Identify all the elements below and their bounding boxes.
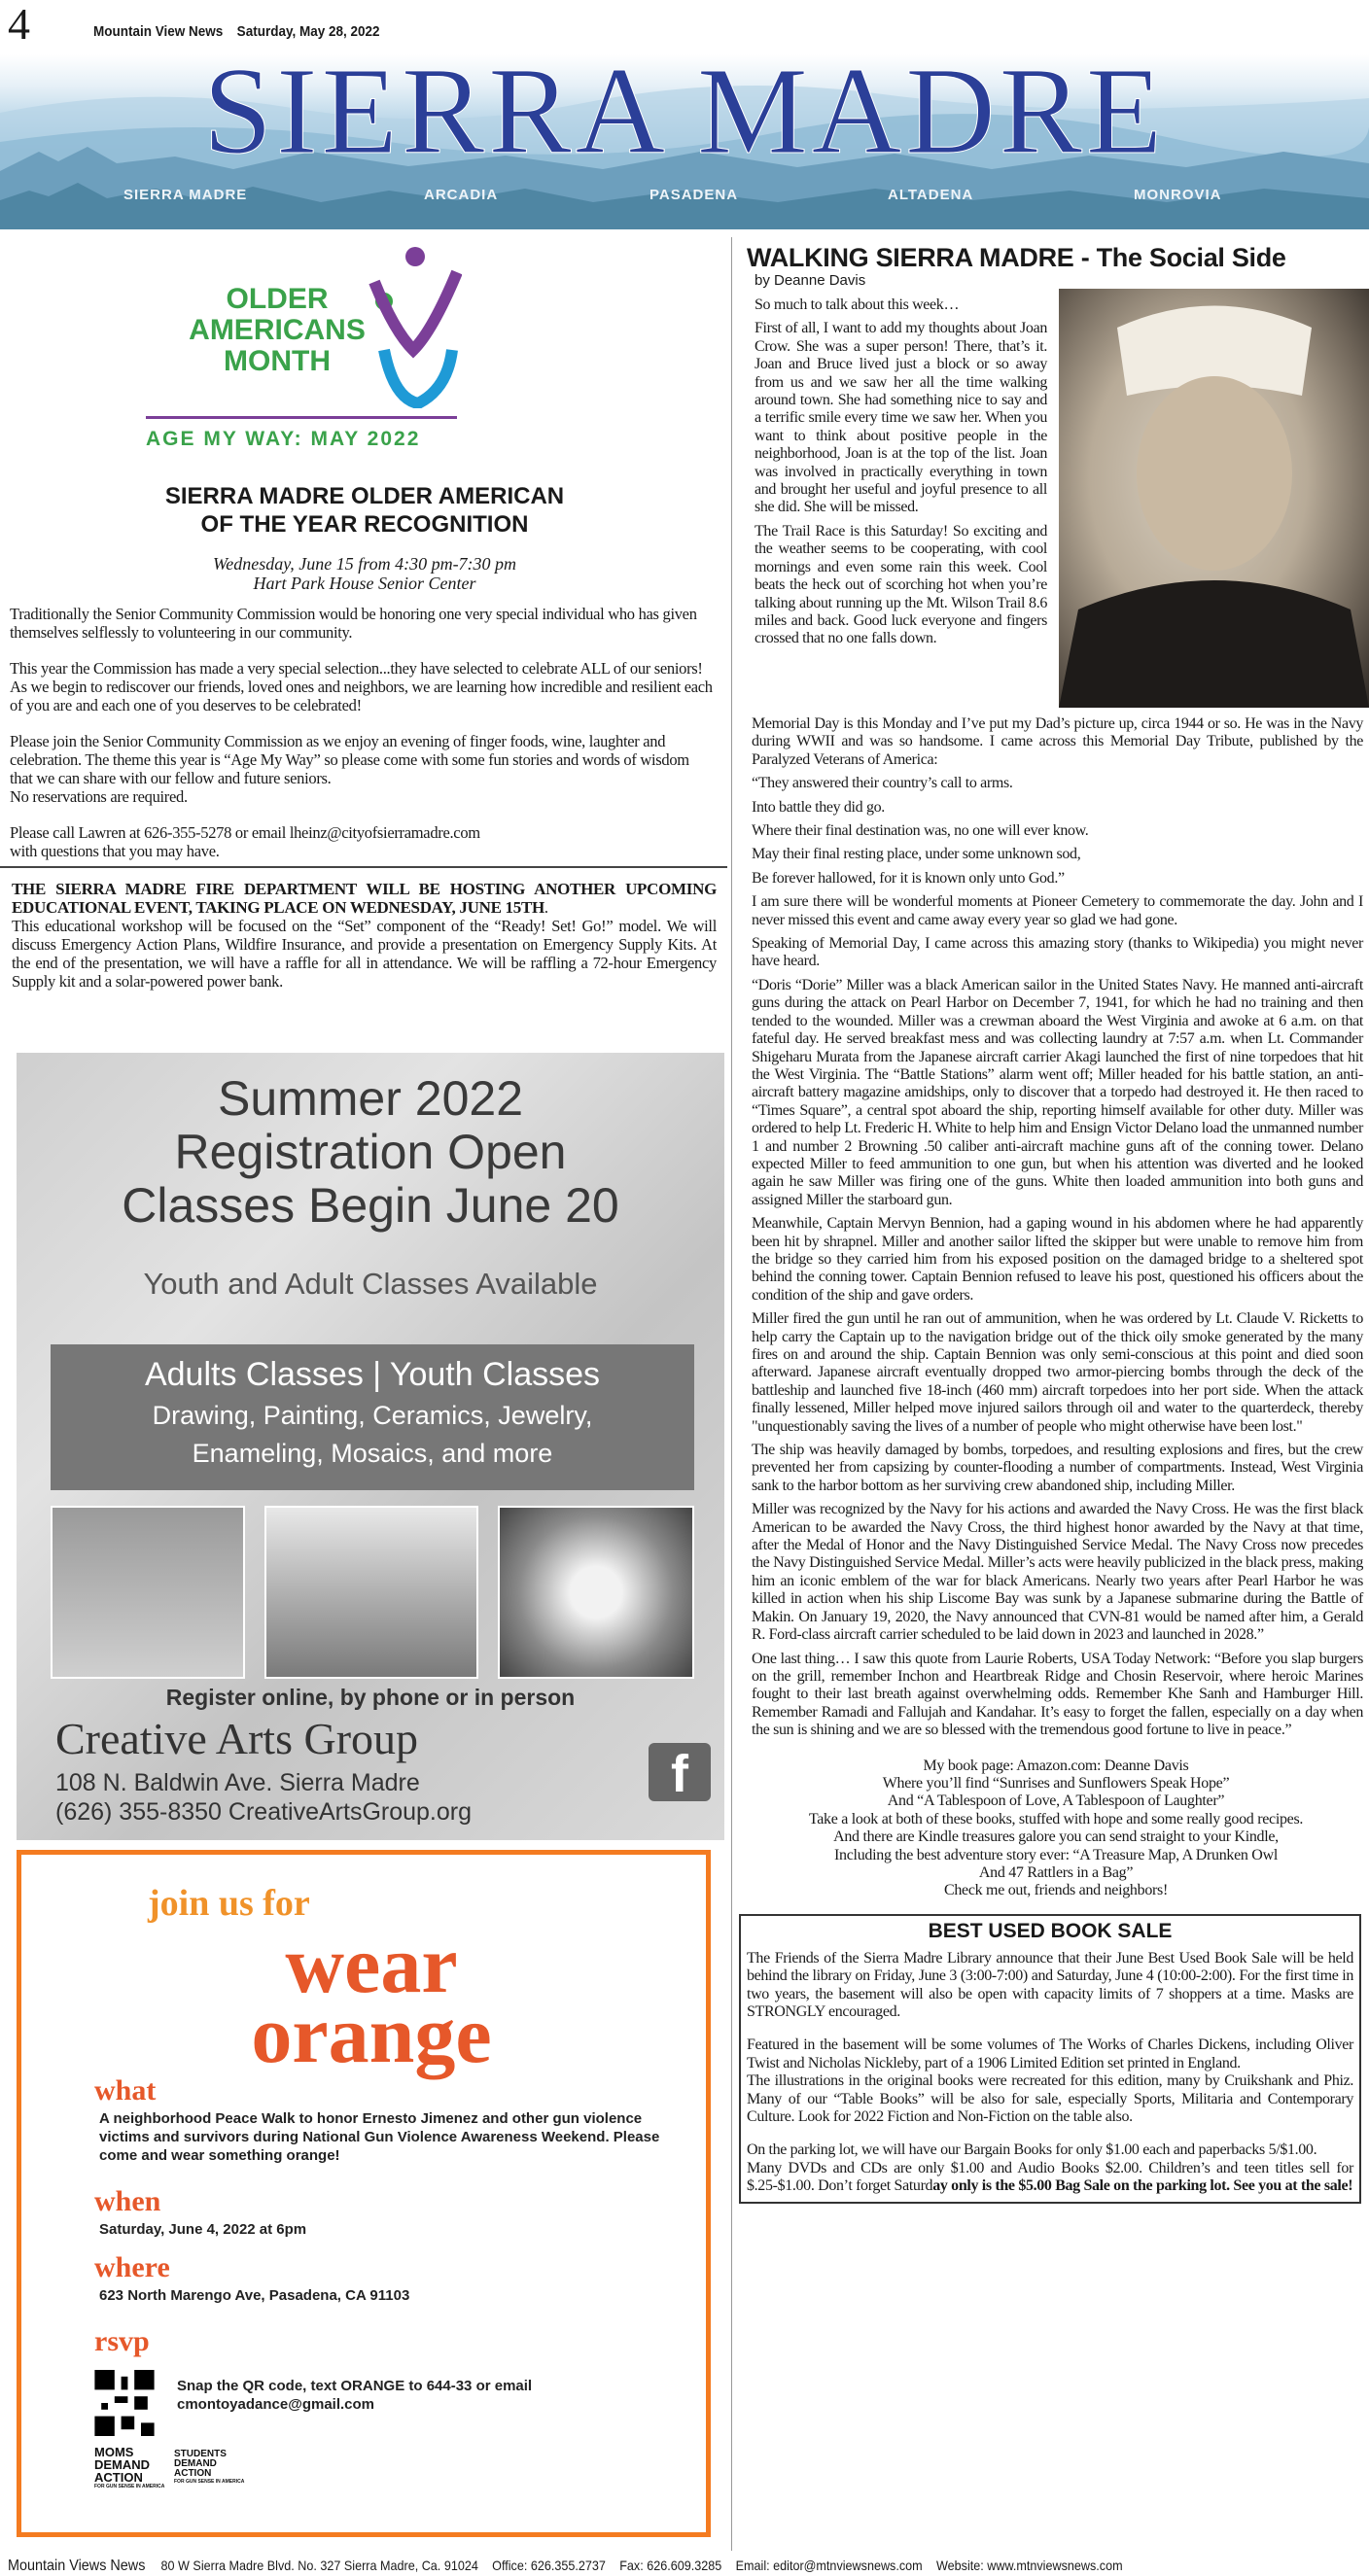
older-americans-month-logo xyxy=(141,243,472,476)
book-line: And “A Tablespoon of Love, A Tablespoon of Laughter” xyxy=(887,1793,1225,1810)
ad-contact: 108 N. Baldwin Ave. Sierra Madre (626) 355-8350 CreativeArtsGroup.org xyxy=(55,1769,473,1826)
paragraph: Meanwhile, Captain Mervyn Bennion, had a gaping wound in his abdomen where he had apparently been hit by shrapnel. Miller and another sailor lifted the skipper but were unable to remove him from the bridge so they carried him from his exposed position on the damaged bridge to a sheltered spot behind the conning tower. Captain Bennion refused to leave his post, questioned his officers about the condition of the ship and gave orders. xyxy=(752,1215,1363,1304)
paragraph: So much to talk about this week… xyxy=(755,296,960,313)
paragraph: Speaking of Memorial Day, I came across this amazing story (thanks to Wikipedia) you might never have heard. xyxy=(752,935,1363,970)
masthead-line xyxy=(93,23,394,40)
byline: by Deanne Davis xyxy=(755,272,866,289)
paragraph: The ship was heavily damaged by bombs, torpedoes, and resulting explosions and fires, but the crew prevented her from capsizing by counter-flooding a number of compartments. Instead, West Virginia sank to the harbor bottom as her surviving crew abandoned ship, including Miller. xyxy=(752,1442,1363,1494)
fire-dept-article: THE SIERRA MADRE FIRE DEPARTMENT WILL BE HOSTING ANOTHER UPCOMING EDUCATIONAL EVENT, TAKING PLACE ON WEDNESDAY, JUNE 15TH. This educational workshop will be focused on the “Set” component of the “Ready! Set! Go!” model. We will discuss Emergency Action Plans, Wildfire Insurance, and provide a presentation on Emergency Supply Kits. At the end of the presentation, we will have a raffle for all in attendance. We will be raffling a 72-hour Emergency Supply kit and a solar-powered power bank. xyxy=(12,880,717,991)
poem-line: Be forever hallowed, for it is known only unto God.” xyxy=(752,869,1065,887)
fire-headline: THE SIERRA MADRE FIRE DEPARTMENT WILL BE HOSTING ANOTHER UPCOMING EDUCATIONAL EVENT, TAKING PLACE ON WEDNESDAY, JUNE 15TH xyxy=(12,880,717,917)
classes-box xyxy=(51,1344,694,1490)
page-footer xyxy=(8,2557,1233,2575)
where-label: where xyxy=(94,2251,170,2283)
sailor-silhouette xyxy=(1059,289,1369,708)
oam-event-details: Wednesday, June 15 from 4:30 pm-7:30 pm Hart Park House Senior Center xyxy=(212,554,517,593)
wear-orange-title: wear orange xyxy=(251,1920,492,2080)
bridge-painting-photo xyxy=(264,1506,478,1679)
poem-line: “They answered their country’s call to arms. xyxy=(752,775,1013,792)
column-divider xyxy=(731,237,732,2551)
ceramic-animal-photo xyxy=(51,1506,245,1679)
oam-heading: SIERRA MADRE OLDER AMERICAN OF THE YEAR RECOGNITION xyxy=(164,483,565,538)
town-label: PASADENA xyxy=(649,187,739,203)
paragraph: On the parking lot, we will have our Bargain Books for only $1.00 each and paperbacks 5/$1.00. xyxy=(747,2141,1317,2159)
paragraph: Miller was recognized by the Navy for his actions and awarded the Navy Cross. He was the first black American to be awarded the Navy Cross, the third highest honor awarded by the Navy at that time, after the Medal of Honor and the Navy Distinguished Service Medal. The Navy Cross now precedes the Navy Distinguished Service Medal. Miller’s acts were heavily publicized in the black press, making him an iconic emblem of the war for black Americans. Nearly two years after Pearl Harbor he was killed in action when his ship Liscome Bay was sunk by a Japanese submarine during the Battle of Makin. On January 19, 2020, the Navy announced that CVN-81 would be named after him, a Gerald R. Ford-class aircraft carrier scheduled to be laid down in 2023 and launched in 2028.” xyxy=(752,1501,1363,1644)
paragraph: The Friends of the Sierra Madre Library announce that their June Best Used Book Sale will be held behind the library on Friday, June 3 (3:00-7:00) and Saturday, June 4 (10:00-2:00). For the first time in two years, the basement will also be open with capacity limits of 7 shoppers at a time. Masks are STRONGLY encouraged. xyxy=(747,1949,1353,2020)
book-line: My book page: Amazon.com: Deanne Davis xyxy=(923,1757,1189,1774)
town-label: MONROVIA xyxy=(1134,187,1222,203)
pottery-photo xyxy=(498,1506,694,1679)
register-text: Register online, by phone or in person xyxy=(165,1685,576,1710)
book-sale-title: BEST USED BOOK SALE xyxy=(928,1919,1173,1942)
paragraph: Please join the Senior Community Commission as we enjoy an evening of finger foods, wine, laughter and celebration. The theme this year is “Age My Way” so please come with some fun stories and words of wisdom that we can share with our fellow and future seniors. xyxy=(10,732,689,787)
book-line: Check me out, friends and neighbors! xyxy=(943,1882,1169,1899)
fire-body: This educational workshop will be focused on the “Set” component of the “Ready! Set! Go!” model. We will discuss Emergency Action Plans, Wildfire Insurance, and provide a presentation on Emergency Supply Kits. At the end of the presentation, we will have a raffle for all in attendance. We will be raffling a 72-hour Emergency Supply kit and a solar-powered power bank. xyxy=(12,917,717,991)
book-promo xyxy=(747,1758,1365,1900)
oam-body xyxy=(10,605,715,860)
join-us-text: join us for xyxy=(148,1883,310,1924)
paragraph: Miller fired the gun until he ran out of ammunition, when he was ordered by Lt. Claude V. Ricketts to help carry the Captain up to the navigation bridge out of the thick oily smoke generated by the many fires on and around the ship. Captain Bennion was only semi-conscious at this point and died soon afterward. Japanese aircraft eventually dropped two armor-piercing bombs through the deck of the battleship and launched five 18-inch (460 mm) aircraft torpedoes into her port side. When the attack finally lessened, Miller helped move injured sailors through oil and water to the quarterdeck, thereby "unquestionably saving the lives of a number of people who might otherwise have been lost." xyxy=(752,1310,1363,1435)
paragraph: First of all, I want to add my thoughts about Joan Crow. She was a super person! There, that’s it. Joan and Bruce lived just a block or so away from us and we saw her all the time walking around town. She had something nice to say and a terrific smile every time we saw her. When you want to think about positive people in the neighborhood, Joan is at the top of the list. Joan was involved in practically everything in town and brought her useful and joyful presence to all she did. She will be missed. xyxy=(755,320,1047,516)
book-line: Take a look at both of these books, stuffed with hope and some really good recipes. xyxy=(808,1810,1304,1828)
footer-website[interactable]: Website: www.mtnviewsnews.com xyxy=(935,2558,1123,2573)
poem-line: Where their final destination was, no one will ever know. xyxy=(752,822,1089,840)
moms-demand-action-logo: MOMS DEMAND ACTION FOR GUN SENSE IN AMERICA xyxy=(94,2445,165,2489)
sailor-portrait-photo xyxy=(1059,289,1369,708)
poem-line: May their final resting place, under some unknown sod, xyxy=(752,846,1081,863)
article-body xyxy=(747,715,1365,1740)
footer-email[interactable]: Email: editor@mtnviewsnews.com xyxy=(735,2558,923,2573)
logo-text: OLDER AMERICANS MONTH xyxy=(189,283,366,377)
paragraph: “Doris “Dorie” Miller was a black American sailor in the United States Navy. He manned anti-aircraft guns during the attack on Pearl Harbor on December 7, 1941, for which he had no training and then tended to the wounded. Miller was a crewman aboard the West Virginia and awoke at 6 a.m. on that fateful day. He served breakfast mess and was collecting laundry at 7:57 a.m. when Lt. Commander Shigeharu Murata from the Japanese aircraft carrier Akagi launched the first of nine torpedoes that hit the West Virginia. The “Battle Stations” alarm went off; Miller headed for his battle station, an anti-aircraft battery magazine amidships, only to discover that a torpedo had destroyed it. He then raced to “Times Square”, a central spot aboard the ship, reporting himself available for other duty. Miller was ordered to help Lt. Frederic H. White to help him and Ensign Victor Delano load the unmanned number 1 and number 2 Browning .50 caliber anti-aircraft machine guns aft of the conning tower. Delano expected Miller to feed ammunition to one gun, but when his attention was diverted and he looked again he saw Miller was firing one of the guns. White then loaded ammunition into both guns and assigned Miller the starboard gun. xyxy=(752,976,1363,1208)
footer-office: Office: 626.355.2737 xyxy=(492,2558,606,2573)
facebook-icon[interactable]: f xyxy=(649,1743,711,1801)
rsvp-label: rsvp xyxy=(94,2325,150,2357)
students-demand-action-logo: STUDENTS DEMAND ACTION FOR GUN SENSE IN AMERICA xyxy=(174,2449,245,2485)
right-column xyxy=(747,243,1365,2204)
footer-fax: Fax: 626.609.3285 xyxy=(619,2558,722,2573)
creative-arts-group-ad xyxy=(17,1053,724,1840)
logo-tagline: AGE MY WAY: MAY 2022 xyxy=(146,428,421,450)
where-text: 623 North Marengo Ave, Pasadena, CA 91103 xyxy=(99,2287,410,2304)
section-divider xyxy=(0,866,727,868)
book-line: And there are Kindle treasures galore you can send straight to your Kindle, xyxy=(833,1828,1279,1846)
contact-line: with questions that you may have. xyxy=(10,842,220,860)
paragraph: Traditionally the Senior Community Commission would be honoring one very special individual who has given themselves selflessly to volunteering in our community. xyxy=(10,605,697,642)
footer-address: 80 W Sierra Madre Blvd. No. 327 Sierra Madre, Ca. 91024 xyxy=(160,2558,478,2573)
paragraph: The illustrations in the original books were recreated for this edition, many by Cruikshank and Phiz. Many of our “Table Books” will be also for sale, especially Sports, Militaria and Contemporary Culture. Look for 2022 Fiction and Non-Fiction on the table also. xyxy=(747,2072,1353,2126)
paragraph: No reservations are required. xyxy=(10,787,188,806)
what-text: A neighborhood Peace Walk to honor Ernesto Jimenez and other gun violence victims and survivors during National Gun Violence Awareness Weekend. Please come and wear something orange! xyxy=(99,2110,660,2164)
what-label: what xyxy=(94,2074,157,2106)
footer-name: Mountain Views News xyxy=(8,2558,146,2574)
page-number: 4 xyxy=(8,0,30,49)
town-label: ALTADENA xyxy=(888,187,974,203)
article-title: WALKING SIERRA MADRE - The Social Side xyxy=(747,243,1286,272)
paragraph: This year the Commission has made a very special selection...they have selected to celebrate ALL of our seniors! As we begin to rediscover our friends, loved ones and neighbors, we are learning how incredible and resilient each of you are and each one of you deserves to be celebrated! xyxy=(10,659,713,714)
ad-headline: Registration Open xyxy=(174,1125,567,1179)
paragraph: Many DVDs and CDs are only $1.00 and Audio Books $2.00. Children’s and teen titles sell for $.25-$1.00. Don’t forget Saturday only is the $5.00 Bag Sale on the parking lot. See you at the sale! xyxy=(747,2159,1353,2195)
wear-orange-ad xyxy=(17,1850,711,2537)
book-sale-box xyxy=(739,1914,1361,2204)
book-line: Including the best adventure story ever: “A Treasure Map, A Drunken Owl xyxy=(834,1846,1278,1863)
ad-headline: Summer 2022 xyxy=(217,1071,524,1126)
creative-arts-logo-text: Creative Arts Group xyxy=(55,1714,419,1763)
paragraph: One last thing… I saw this quote from Laurie Roberts, USA Today Network: “Before you slap burgers on the grill, remember Inchon and Heartbreak Ridge and Chosin Reservoir, where heroic Marines fought to their last breath against overwhelming odds. Remember Khe Sanh and Hamburger Hill. Remember Ramadi and Fallujah and Kandahar. It’s easy to forget the fallen, especially on a day when the sun is shining and we are so blessed with the tremendous good fortune to live in peace.” xyxy=(752,1650,1363,1739)
qr-code-icon[interactable] xyxy=(94,2370,155,2436)
ad-headline: Classes Begin June 20 xyxy=(122,1178,619,1233)
when-label: when xyxy=(94,2185,161,2217)
ad-subtitle: Youth and Adult Classes Available xyxy=(143,1267,598,1301)
paragraph: The Trail Race is this Saturday! So exciting and the weather seems to be cooperating, with cool mornings and even some rain this week. Cool beats the heck out of scorching hot when you’re talking about running up the Mt. Wilson Trail 8.6 miles and back. Good luck everyone and fingers crossed that no one falls down. xyxy=(755,522,1047,647)
book-line: Where you’ll find “Sunrises and Sunflowers Speak Hope” xyxy=(882,1774,1230,1792)
paragraph: Featured in the basement will be some volumes of The Works of Charles Dickens, including Oliver Twist and Nicholas Nickleby, part of a 1906 Limited Edition set printed in England. xyxy=(747,2036,1353,2071)
book-sale-body xyxy=(741,1950,1359,2196)
left-column-articles xyxy=(0,482,729,991)
town-label: SIERRA MADRE xyxy=(123,187,248,203)
rsvp-text: Snap the QR code, text ORANGE to 644-33 or email cmontoyadance@gmail.com xyxy=(177,2378,533,2413)
sierra-madre-banner xyxy=(0,54,1369,229)
poem-line: Into battle they did go. xyxy=(752,798,885,816)
classes-list: Drawing, Painting, Ceramics, Jewelry, xyxy=(152,1401,593,1430)
when-text: Saturday, June 4, 2022 at 6pm xyxy=(99,2221,307,2238)
book-line: And 47 Rattlers in a Bag” xyxy=(978,1863,1134,1881)
classes-title: Adults Classes | Youth Classes xyxy=(144,1356,601,1393)
town-label: ARCADIA xyxy=(424,187,499,203)
contact-line: Please call Lawren at 626-355-5278 or email lheinz@cityofsierramadre.com xyxy=(10,823,480,842)
logo-divider xyxy=(146,416,457,419)
banner-title: SIERRA MADRE xyxy=(202,54,1167,180)
classes-list: Enameling, Mosaics, and more xyxy=(192,1439,553,1468)
paper-name: Mountain View News xyxy=(93,23,224,40)
paragraph: I am sure there will be wonderful moments at Pioneer Cemetery to commemorate the day. John and I never missed this event and came away every year so glad we had gone. xyxy=(752,893,1363,928)
issue-date: Saturday, May 28, 2022 xyxy=(236,23,380,40)
paragraph: Memorial Day is this Monday and I’ve put my Dad’s picture up, circa 1944 or so. He was in the Navy during WWII and was so handsome. I came across this Memorial Day Tribute, published by the Paralyzed Veterans of America: xyxy=(752,715,1363,768)
people-heart-icon xyxy=(365,243,462,408)
